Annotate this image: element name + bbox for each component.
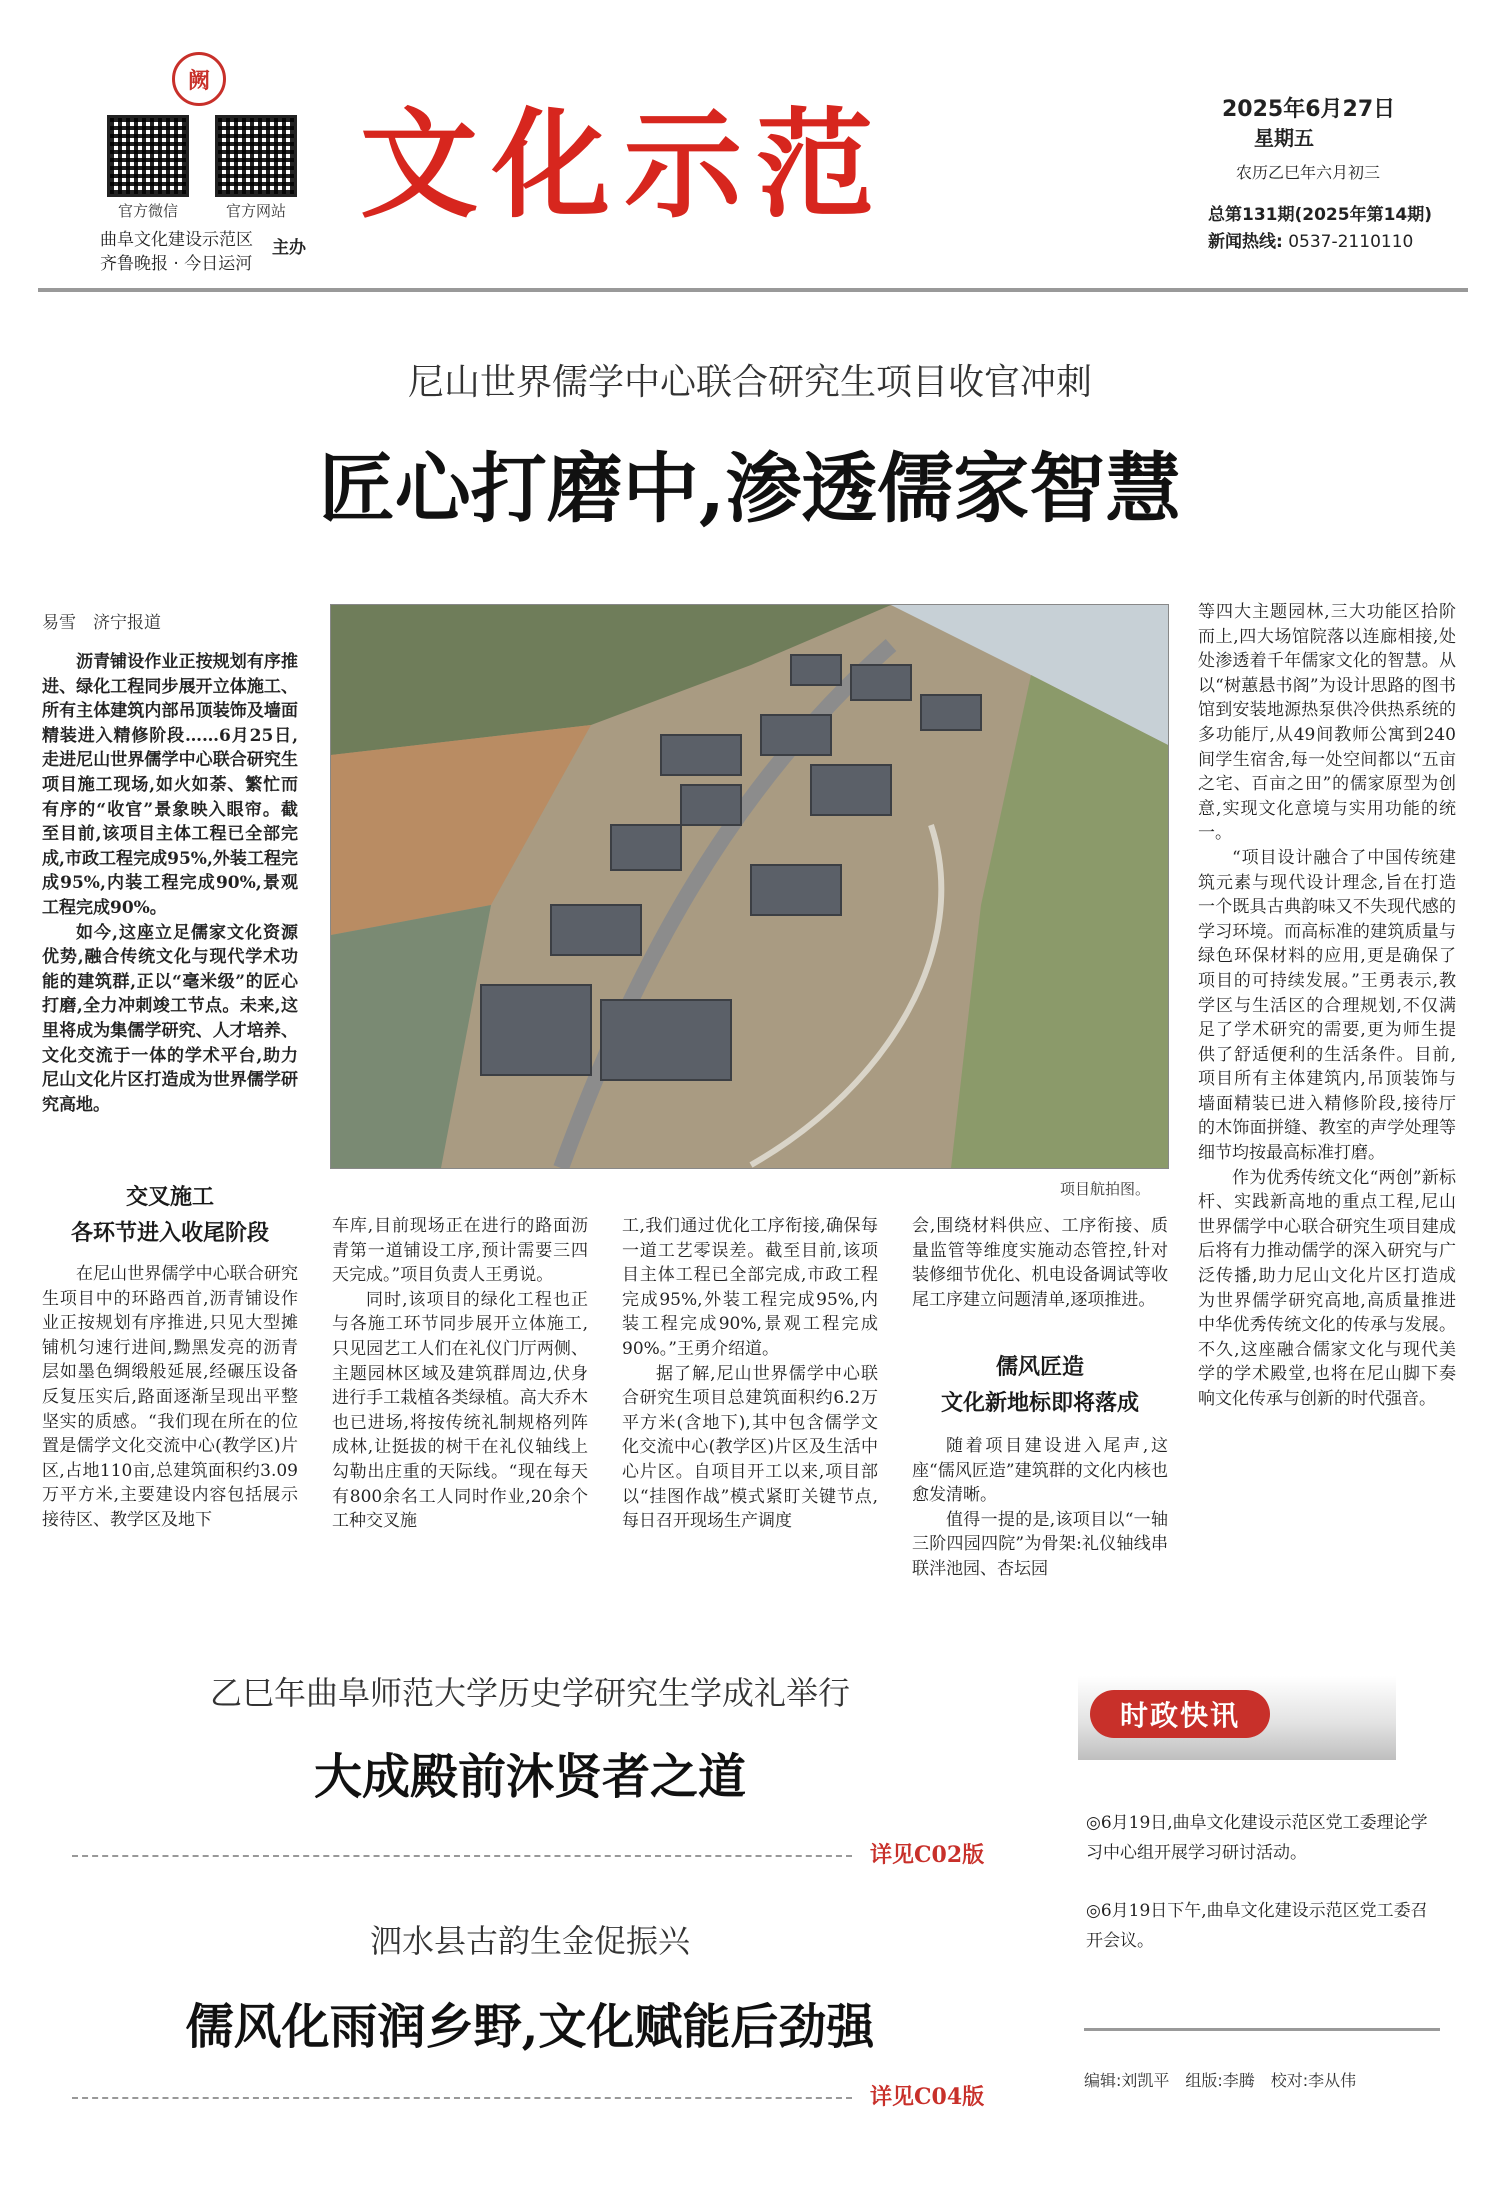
briefs-banner: 时政快讯	[1090, 1690, 1270, 1738]
brief-item-1: ◎6月19日,曲阜文化建设示范区党工委理论学习中心组开展学习研讨活动。	[1086, 1813, 1428, 1863]
host-org-1: 曲阜文化建设示范区	[100, 230, 253, 250]
lead-col-1: 在尼山世界儒学中心联合研究生项目中的环路西首,沥青铺设作业正按规划有序推进,只见大型摊铺机匀速行进间,黝黑发亮的沥青层如墨色绸缎般延展,经碾压设备反复压实后,路面逐渐呈现出平整坚实的质感。“我们现在所在的位置是儒学文化交流中心(教学区)片区,占地110亩,总建筑面积约3.09万平方米,主要建设内容包括展示接待区、教学区及地下	[42, 1264, 298, 1530]
lead-right-column: 等四大主题园林,三大功能区拾阶而上,四大场馆院落以连廊相接,处处渗透着千年儒家文化的智慧。从以“树蕙悬书阁”为设计思路的图书馆到安装地源热泵供冷供热系统的多功能厅,从49间教师公寓到240间学生宿舍,每一处空间都以“五亩之宅、百亩之田”的儒家原型为创意,实现文化意境与实用功能的统一。 “项目设计融合了中国传统建筑元素与现代设计理念,旨在打造一个既具古典韵味又不失现代感的学习环境。而高标准的建筑质量与绿色环保材料的应用,更是确保了项目的可持续发展。”王勇表示,教学区与生活区的合理规划,不仅满足了学术研究的需要,更为师生提供了舒适便利的生活条件。目前,项目所有主体建筑内,吊顶装饰与墙面精装已进入精修阶段,接待厅的木饰面拼缝、教室的声学处理等细节均按最高标准打磨。 作为优秀传统文化“两创”新标杆、实践新高地的重点工程,尼山世界儒学中心联合研究生项目建成后将有力推动儒学的深入研究与广泛传播,助力尼山文化片区打造成为世界儒学研究高地,高质量推进中华优秀传统文化的传承与发展。不久,这座融合儒家文化与现代美学的学术殿堂,也将在尼山脚下奏响文化传承与创新的时代强音。	[1198, 602, 1456, 1409]
briefs-rule	[1084, 2028, 1440, 2031]
promo2-divider	[72, 2097, 852, 2099]
lead-intro: 沥青铺设作业正按规划有序推进、绿化工程同步展开立体施工、所有主体建筑内部吊顶装饰及墙面精装进入精修阶段……6月25日,走进尼山世界儒学中心联合研究生项目施工现场,如火如荼、繁忙而有序的“收官”景象映入眼帘。截至目前,该项目主体工程已全部完成,市政工程完成95%,外装工程完成95%,内装工程完成90%,景观工程完成90%。 如今,这座立足儒家文化资源优势,融合传统文化与现代学术功能的建筑群,正以“毫米级”的匠心打磨,全力冲刺竣工节点。未来,这里将成为集儒学研究、人才培养、文化交流于一体的学术平台,助力尼山文化片区打造成为世界儒学研究高地。	[42, 652, 298, 1115]
promo1-headline: 大成殿前沐贤者之道	[313, 1749, 746, 1805]
lead-headline: 匠心打磨中,渗透儒家智慧	[318, 444, 1182, 533]
lead-kicker: 尼山世界儒学中心联合研究生项目收官冲刺	[407, 362, 1092, 403]
wechat-qr-code	[107, 115, 189, 197]
website-qr-code	[215, 115, 297, 197]
promo1-see-page[interactable]: 详见C02版	[870, 1842, 985, 1868]
editor-credits: 编辑:刘凯平 组版:李腾 校对:李从伟	[1084, 2071, 1357, 2090]
lead-col-3: 工,我们通过优化工序衔接,确保每一道工艺零误差。截至目前,该项目主体工程已全部完成,市政工程完成95%,外装工程完成95%,内装工程完成90%,景观工程完成90%。”王勇介绍道。 据了解,尼山世界儒学中心联合研究生项目总建筑面积约6.2万平方米(含地下),其中包含儒学文化交流中心(教学区)片区及生活中心片区。自项目开工以来,项目部以“挂图作战”模式紧盯关键节点,每日召开现场生产调度	[622, 1216, 878, 1532]
promo1-divider	[72, 1855, 852, 1857]
issue-date: 2025年6月27日	[1222, 97, 1396, 122]
newspaper-seal-logo: 阙	[172, 52, 226, 106]
promo2-see-page[interactable]: 详见C04版	[870, 2084, 985, 2110]
lead-col-4-cont: 随着项目建设进入尾声,这座“儒风匠造”建筑群的文化内核也愈发清晰。 值得一提的是,该项目以“一轴三阶四园四院”为骨架:礼仪轴线串联泮池园、杏坛园	[912, 1436, 1168, 1579]
paper-name: 文化示范	[360, 96, 889, 234]
lunar-date: 农历乙巳年六月初三	[1236, 163, 1381, 182]
host-org-2: 齐鲁晚报 · 今日运河	[100, 254, 253, 274]
promo1-kicker: 乙巳年曲阜师范大学历史学研究生学成礼举行	[209, 1674, 850, 1712]
issue-weekday: 星期五	[1254, 126, 1314, 150]
host-suffix: 主办	[272, 238, 306, 258]
qr-wechat-label: 官方微信	[117, 202, 178, 220]
brief-item-2: ◎6月19日下午,曲阜文化建设示范区党工委召开会议。	[1086, 1901, 1428, 1951]
hotline: 新闻热线: 0537-2110110	[1208, 232, 1414, 252]
masthead-rule	[38, 288, 1468, 292]
promo2-kicker: 泗水县古韵生金促振兴	[369, 1922, 690, 1960]
issue-number: 总第131期(2025年第14期)	[1208, 205, 1432, 225]
aerial-photo	[330, 604, 1169, 1169]
subhead-1: 交叉施工 各环节进入收尾阶段	[70, 1185, 269, 1246]
photo-caption: 项目航拍图。	[1060, 1180, 1151, 1198]
promo2-headline: 儒风化雨润乡野,文化赋能后劲强	[185, 1999, 875, 2055]
byline: 易雪 济宁报道	[42, 613, 161, 633]
lead-col-4: 会,围绕材料供应、工序衔接、质量监管等维度实施动态管控,针对装修细节优化、机电设备调试等收尾工序建立问题清单,逐项推进。	[912, 1216, 1168, 1310]
subhead-2: 儒风匠造 文化新地标即将落成	[940, 1355, 1139, 1416]
qr-site-label: 官方网站	[225, 202, 286, 220]
lead-col-2: 车库,目前现场正在进行的路面沥青第一道铺设工序,预计需要三四天完成。”项目负责人王勇说。 同时,该项目的绿化工程也正与各施工环节同步展开立体施工,只见园艺工人们在礼仪门厅两侧、主题园林区域及建筑群周边,伏身进行手工栽植各类绿植。高大乔木也已进场,将按传统礼制规格列阵成林,让挺拔的树干在礼仪轴线上勾勒出庄重的天际线。“现在每天有800余名工人同时作业,20余个工种交叉施	[332, 1216, 588, 1532]
